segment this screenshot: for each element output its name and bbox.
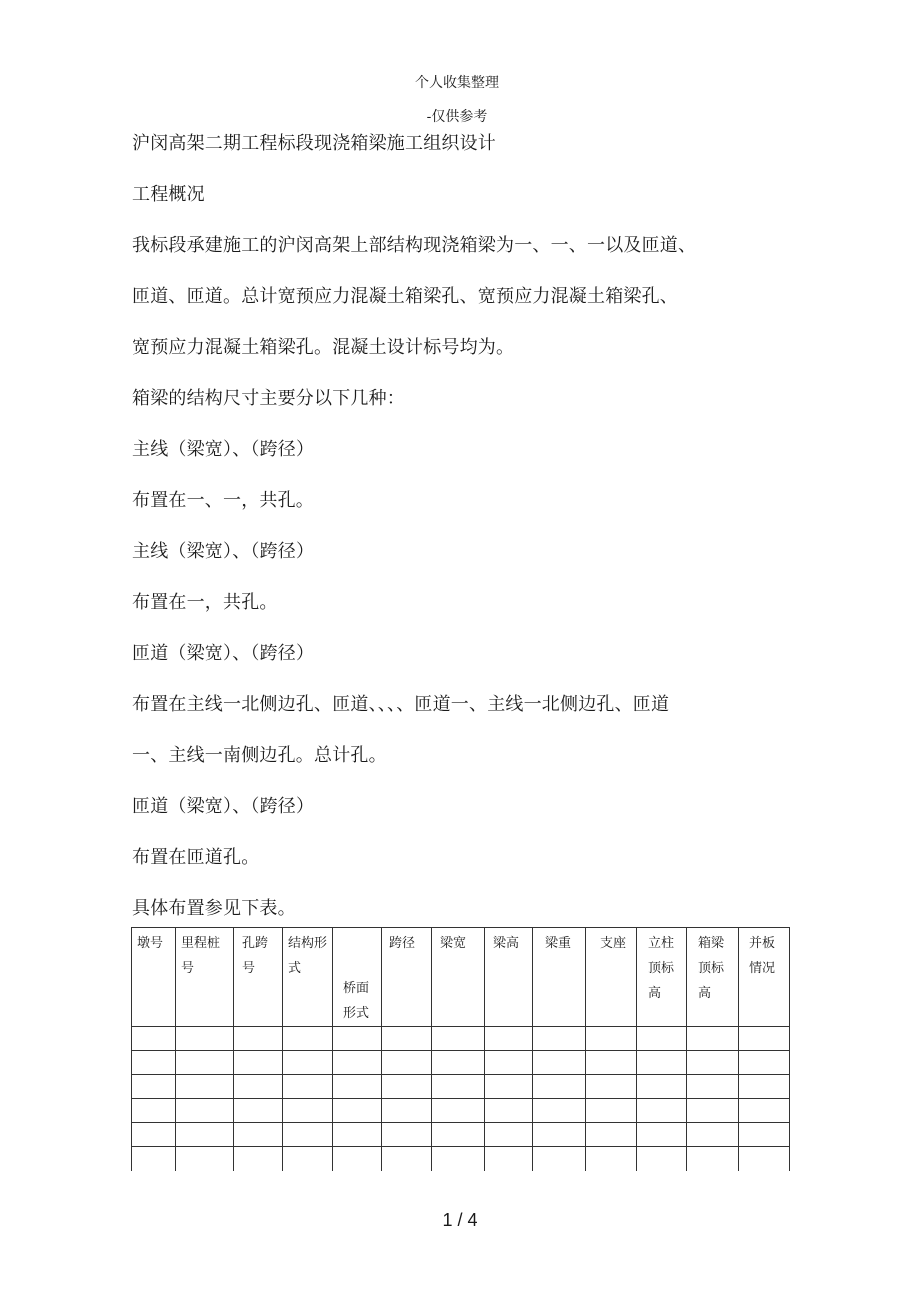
document-title: 沪闵高架二期工程标段现浇箱梁施工组织设计: [132, 133, 496, 154]
table-row: [132, 1051, 790, 1075]
table-row: [132, 1099, 790, 1123]
paragraph-line: 主线（梁宽）、（跨径）: [132, 439, 315, 460]
table-header-cell: 梁重: [533, 928, 586, 1027]
paragraph-line: 一、主线一南侧边孔。总计孔。: [132, 745, 387, 766]
paragraph-line: 我标段承建施工的沪闵高架上部结构现浇箱梁为一、一、一以及匝道、: [132, 235, 697, 256]
paragraph-line: 布置在一，共孔。: [132, 592, 278, 613]
section-heading: 工程概况: [132, 184, 205, 205]
page-number: 1 / 4: [442, 1210, 478, 1230]
table-row: [132, 1147, 790, 1172]
paragraph-line: 布置在主线一北侧边孔、匝道、、、、匝道一、主线一北侧边孔、匝道: [132, 694, 670, 715]
paragraph-line: 匝道、匝道。总计宽预应力混凝土箱梁孔、宽预应力混凝土箱梁孔、: [132, 286, 678, 307]
paragraph-line: 箱梁的结构尺寸主要分以下几种：: [132, 388, 405, 409]
table-header-cell: 立柱顶标高: [637, 928, 687, 1027]
layout-table: [131, 927, 790, 1171]
table-header-cell: 梁高: [485, 928, 533, 1027]
table-header-cell: 跨径: [382, 928, 432, 1027]
table-header-row: [132, 928, 790, 1027]
paragraph-line: 匝道（梁宽）、（跨径）: [132, 643, 315, 664]
table-header-cell: 墩号: [132, 928, 176, 1027]
paragraph-line: 布置在一、一，共孔。: [132, 490, 314, 511]
table-header-cell: 孔跨号: [234, 928, 283, 1027]
paragraph-line: 宽预应力混凝土箱梁孔。混凝土设计标号均为。: [132, 337, 515, 358]
paragraph-line: 主线（梁宽）、（跨径）: [132, 541, 315, 562]
table-header-cell: 箱梁顶标高: [687, 928, 739, 1027]
paragraph-line: 匝道（梁宽）、（跨径）: [132, 796, 315, 817]
paragraph-line: 布置在匝道孔。: [132, 847, 260, 868]
table-header-cell: 梁宽: [432, 928, 485, 1027]
paragraph-line: 具体布置参见下表。: [132, 898, 296, 919]
table-header-cell: 支座: [586, 928, 637, 1027]
table-header-cell: 并板情况: [739, 928, 790, 1027]
header-disclaimer: -仅供参考: [426, 109, 488, 125]
table-header-cell: 结构形式: [283, 928, 333, 1027]
table-header-cell: 里程桩号: [176, 928, 234, 1027]
table-row: [132, 1027, 790, 1051]
header-note: 个人收集整理: [415, 75, 499, 91]
table-header-cell: 桥面形式: [333, 928, 382, 1027]
table-row: [132, 1075, 790, 1099]
table-row: [132, 1123, 790, 1147]
